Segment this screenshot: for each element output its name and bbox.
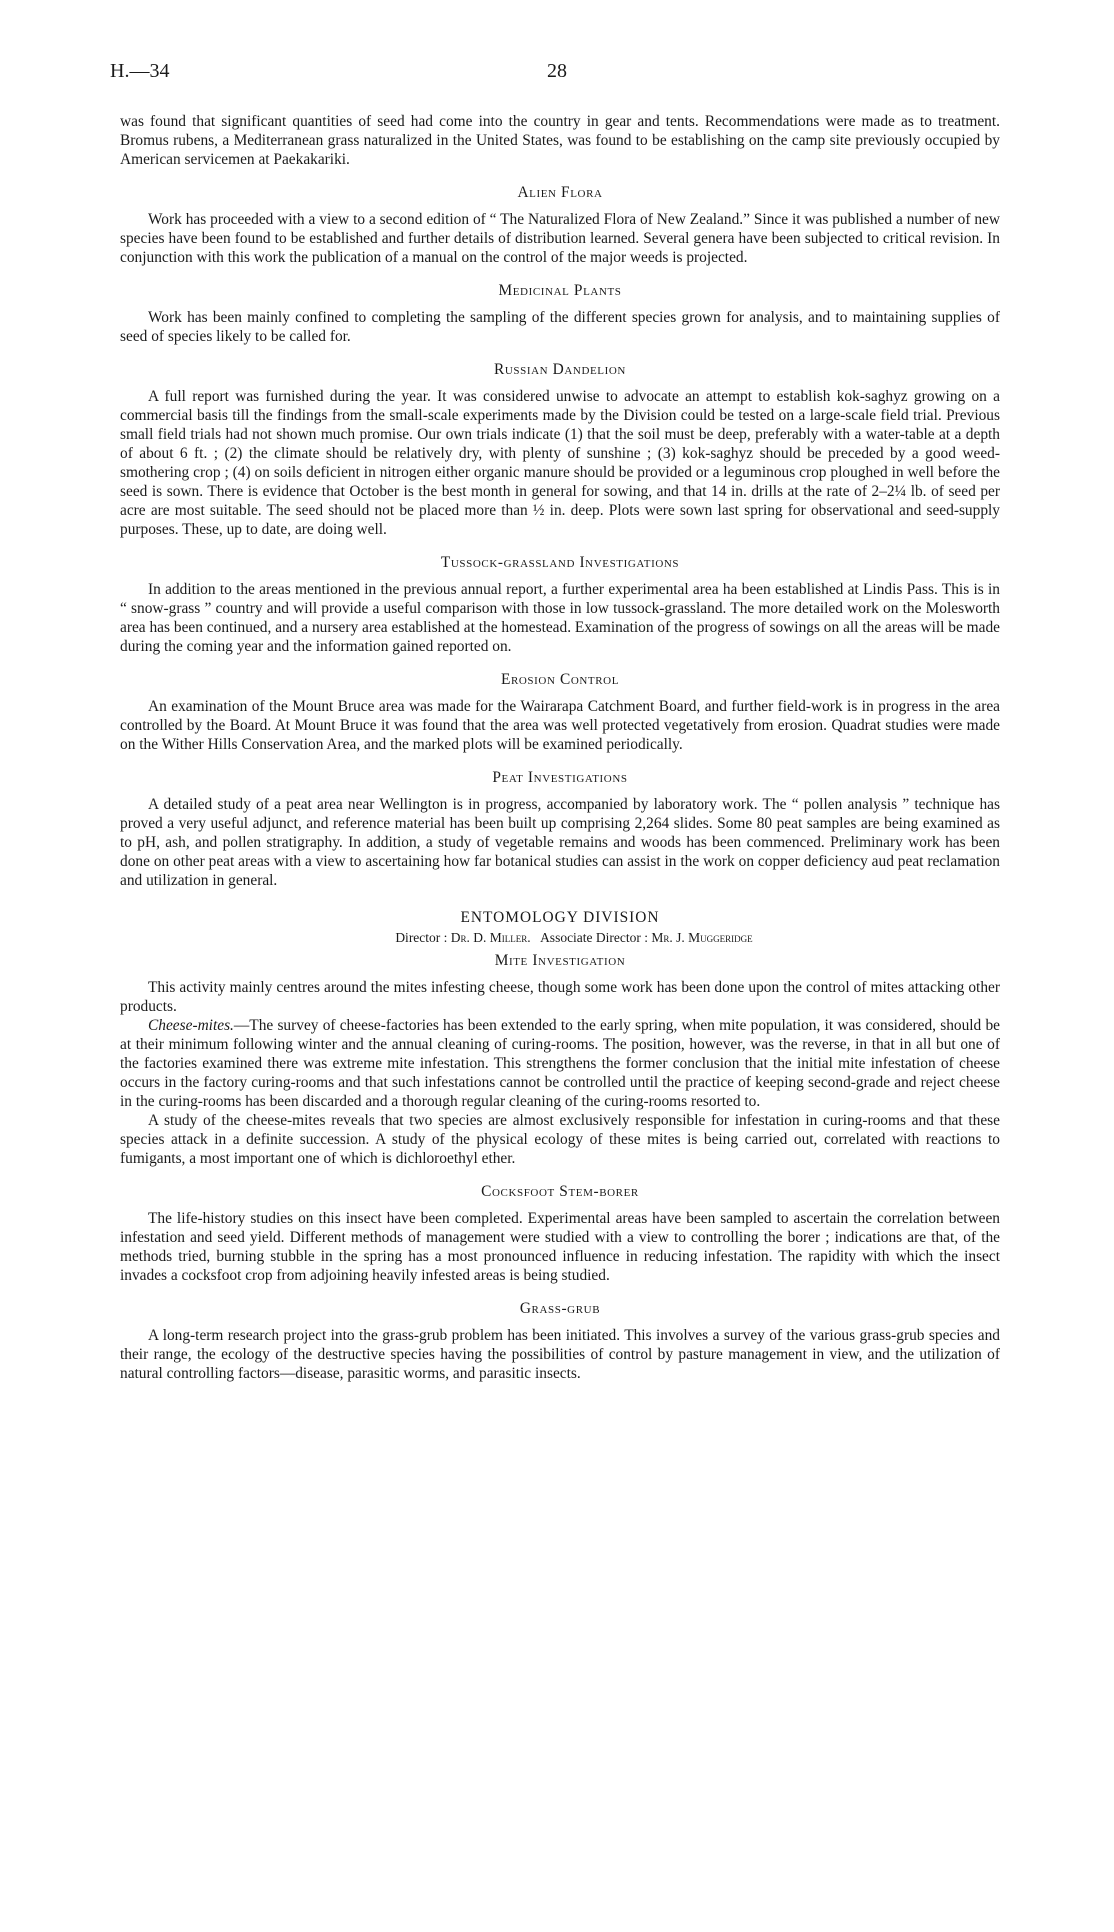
heading-alien-flora: Alien Flora <box>517 184 603 201</box>
alien-flora-paragraph: Work has proceeded with a view to a second edition of “ The Naturalized Flora of New Zealand.” Since it was published a number of new species have been found to be established and further details of distribution learned. Several genera have been subjected to critical revision. In conjunction with this work the publication of a manual on the control of the major weeds is projected. <box>120 211 1000 266</box>
heading-erosion-control: Erosion Control <box>500 671 620 688</box>
heading-cocksfoot-stem-borer: Cocksfoot Stem-borer <box>481 1183 639 1200</box>
page-number: 28 <box>547 60 567 82</box>
cheese-mites-lead: Cheese-mites. <box>148 1017 234 1034</box>
medicinal-plants-paragraph: Work has been mainly confined to completing the sampling of the different species grown for analysis, and to maintaining supplies of seed of species likely to be called for. <box>120 309 1000 345</box>
associate-director-label: Associate Director : <box>540 930 649 945</box>
mite-paragraph-3: A study of the cheese-mites reveals that two species are almost exclusively responsible for infestation in curing-rooms and that these species attack in a definite succession. A study of the physical ecology of these mites is being carried out, correlated with reactions to fumigants, a most important one of which is dichloroethyl ether. <box>120 1112 1000 1167</box>
associate-director-name: Mr. J. Muggeridge <box>651 930 753 945</box>
erosion-paragraph: An examination of the Mount Bruce area was made for the Wairarapa Catchment Board, and further field-work is in progress in the area controlled by the Board. At Mount Bruce it was found that the area was well protected vegetatively from erosion. Quadrat studies were made on the Wither Hills Conservation Area, and the marked plots will be examined periodically. <box>120 698 1000 753</box>
director-label: Director : <box>395 930 448 945</box>
mite-paragraph-1: This activity mainly centres around the mites infesting cheese, though some work has been done upon the control of mites attacking other products. <box>120 979 1000 1015</box>
heading-mite-investigation: Mite Investigation <box>494 952 626 969</box>
grass-grub-paragraph: A long-term research project into the grass-grub problem has been initiated. This involves a survey of the various grass-grub species and their range, the ecology of the destructive species having the possibilities of control by pasture management in view, and the utilization of natural controlling factors—disease, parasitic worms, and parasitic insects. <box>120 1327 1000 1382</box>
page-header <box>110 60 1004 90</box>
page-body <box>120 112 1000 1383</box>
division-staff-line <box>120 929 1000 947</box>
heading-entomology-division: ENTOMOLOGY DIVISION <box>460 909 660 926</box>
heading-tussock-grassland: Tussock-grassland Investigations <box>440 554 680 571</box>
intro-paragraph: was found that significant quantities of seed had come into the country in gear and tents. Recommendations were made as to treatment. Bromus rubens, a Mediterranean grass naturalized in the United States, was found to be establishing on the camp site previously occupied by American servicemen at Paekakariki. <box>120 113 1000 168</box>
document-code: H.—34 <box>110 60 170 82</box>
cocksfoot-paragraph: The life-history studies on this insect have been completed. Experimental areas have been sampled to ascertain the correlation between infestation and seed yield. Different methods of management were studied with a view to controlling the borer ; indications are that, of the methods tried, burning stubble in the spring has a most pronounced influence in reducing infestation. The rapidity with which the insect invades a cocksfoot crop from adjoining heavily infested areas is being studied. <box>120 1210 1000 1284</box>
heading-peat-investigations: Peat Investigations <box>492 769 628 786</box>
director-name: Dr. D. Miller. <box>450 930 531 945</box>
russian-dandelion-paragraph: A full report was furnished during the year. It was considered unwise to advocate an attempt to establish kok-saghyz growing on a commercial basis till the findings from the small-scale experiments made by the Division could be tested on a large-scale field trial. Previous small field trials had not shown much promise. Our own trials indicate (1) that the soil must be deep, preferably with a water-table at a depth of about 6 ft. ; (2) the climate should be relatively dry, with plenty of sunshine ; (3) kok-saghyz should be preceded by a good weed-smothering crop ; (4) on soils deficient in nitrogen either organic manure should be provided or a leguminous crop ploughed in well before the seed is sown. There is evidence that October is the best month in general for sowing, and that 14 in. drills at the rate of 2–2¼ lb. of seed per acre are most suitable. The seed should not be placed more than ½ in. deep. Plots were sown last spring for observational and seed-supply purposes. These, up to date, are doing well. <box>120 388 1000 538</box>
tussock-paragraph: In addition to the areas mentioned in the previous annual report, a further experimental area ha been established at Lindis Pass. This is in “ snow-grass ” country and will provide a useful comparison with those in low tussock-grassland. The more detailed work on the Molesworth area has been continued, and a nursery area established at the homestead. Examination of the progress of sowings on all the areas will be made during the coming year and the information gained reported on. <box>120 581 1000 655</box>
peat-paragraph: A detailed study of a peat area near Wellington is in progress, accompanied by laboratory work. The “ pollen analysis ” technique has proved a very useful adjunct, and reference material has been built up comprising 2,264 slides. Some 80 peat samples are being examined as to pH, ash, and pollen stratigraphy. In addition, a study of vegetable remains and woods has been commenced. Preliminary work has been done on other peat areas with a view to ascertaining how far botanical studies can assist in the work on copper deficiency aud peat reclamation and utilization in general. <box>120 796 1000 889</box>
heading-russian-dandelion: Russian Dandelion <box>494 361 626 378</box>
heading-medicinal-plants: Medicinal Plants <box>498 282 622 299</box>
cheese-mites-text: —The survey of cheese-factories has been extended to the early spring, when mite population, it was considered, should be at their minimum following winter and the annual cleaning of curing-rooms. The position, however, was the reverse, in that in all but one of the factories examined there was extreme mite infestation. This strengthens the former conclusion that the initial mite infestation of cheese occurs in the factory curing-rooms and that such infestations cannot be controlled until the practice of keeping second-grade and reject cheese in the curing-rooms has been discarded and a thorough regular cleaning of the curing-rooms resorted to. <box>120 1017 1000 1110</box>
mite-paragraph-2 <box>120 1016 1000 1111</box>
heading-grass-grub: Grass-grub <box>519 1300 601 1317</box>
